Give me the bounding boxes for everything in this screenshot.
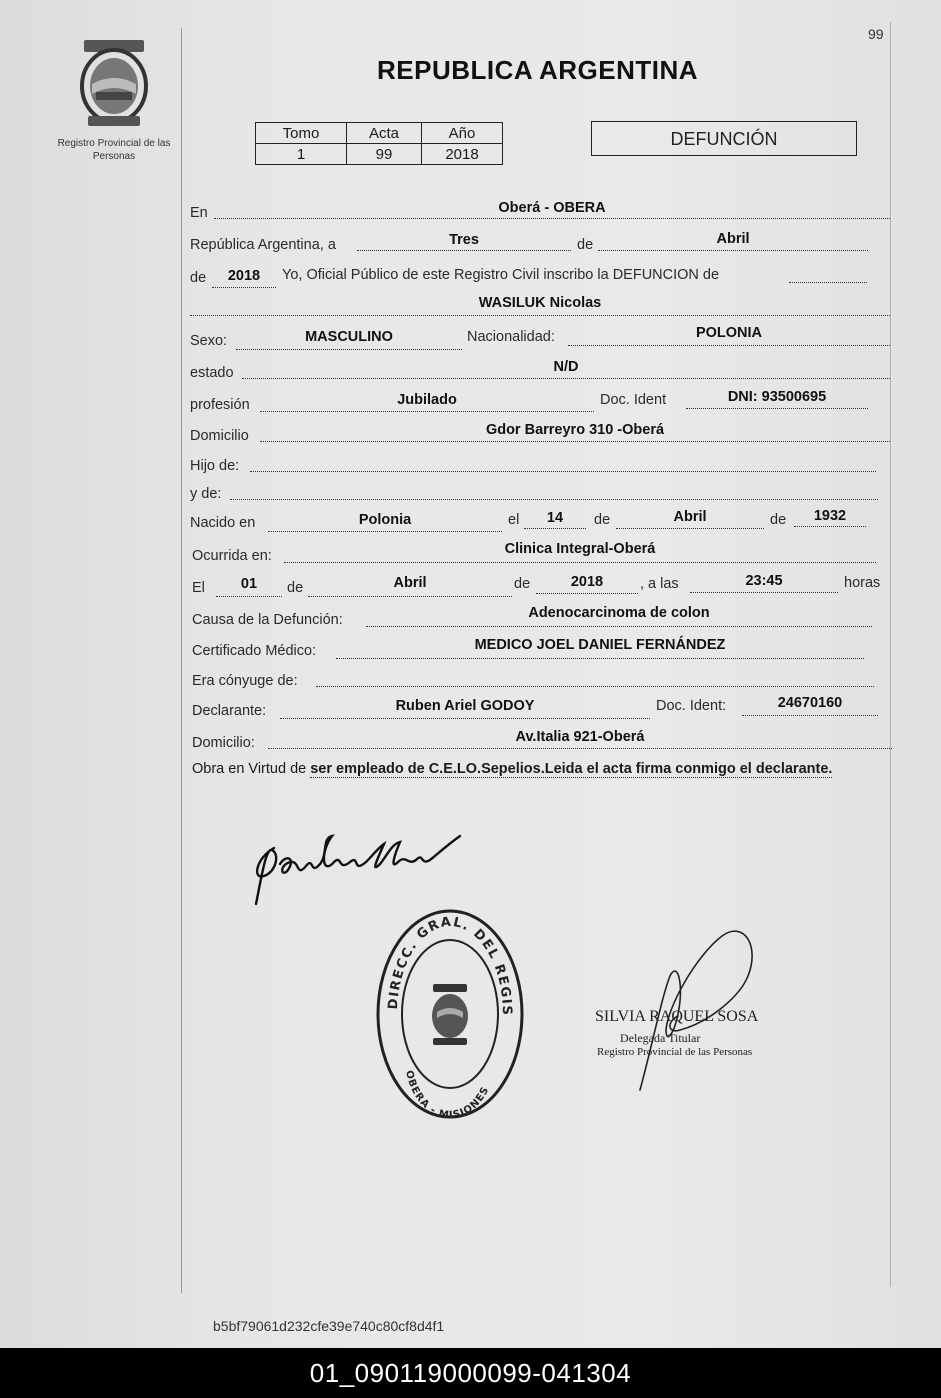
registry-value-tomo: 1 — [256, 144, 347, 165]
nac-mes-line — [616, 528, 764, 529]
yde-line — [230, 499, 878, 500]
en-label: En — [190, 205, 208, 221]
nacionalidad-line — [568, 345, 890, 346]
docident2-line — [742, 715, 878, 716]
seal-text-bottom: OBERA - MISIONES — [403, 1069, 492, 1120]
page-number: 99 — [868, 26, 884, 42]
estado-value: N/D — [553, 359, 579, 375]
document-type-box: DEFUNCIÓN — [591, 121, 857, 156]
de3-label: de — [594, 512, 611, 528]
en-value: Oberá - OBERA — [498, 200, 606, 216]
de2-label: de — [190, 270, 207, 286]
def-mes-line — [308, 596, 512, 597]
nacido-label: Nacido en — [190, 515, 256, 531]
mes-line — [598, 250, 868, 251]
causa-label: Causa de la Defunción: — [192, 612, 343, 628]
dia-value: Tres — [449, 232, 479, 248]
nacionalidad-label: Nacionalidad: — [467, 329, 555, 345]
yo-text: Yo, Oficial Público de este Registro Civil inscribo la DEFUNCION de — [282, 267, 720, 283]
nombre-value: WASILUK Nicolas — [478, 295, 602, 311]
official-role: Delegada Titular — [620, 1031, 701, 1045]
declarant-signature — [250, 818, 480, 918]
yo-line — [789, 282, 867, 283]
profesion-line — [260, 411, 594, 412]
official-org: Registro Provincial de las Personas — [597, 1046, 753, 1058]
declarante-value: Ruben Ariel GODOY — [395, 698, 535, 714]
dia-line — [357, 250, 571, 251]
left-margin-rule — [181, 28, 182, 1293]
declarante-line — [280, 718, 650, 719]
mes-value: Abril — [716, 231, 750, 247]
registry-header-acta: Acta — [347, 123, 422, 144]
nacido-line — [268, 531, 502, 532]
hijo-label: Hijo de: — [190, 458, 240, 474]
svg-text:OBERA - MISIONES — [403, 1069, 492, 1120]
nac-dia-line — [524, 528, 586, 529]
docident2-value: 24670160 — [777, 695, 843, 711]
sexo-line — [236, 349, 462, 350]
yde-label: y de: — [190, 486, 222, 502]
certificado-value: MEDICO JOEL DANIEL FERNÁNDEZ — [474, 637, 726, 653]
de5-label: de — [287, 580, 304, 596]
causa-value: Adenocarcinoma de colon — [528, 605, 710, 621]
nac-anio-line — [794, 526, 866, 527]
hora-value: 23:45 — [745, 573, 783, 589]
docident2-label: Doc. Ident: — [656, 698, 727, 714]
sexo-label: Sexo: — [190, 333, 228, 349]
logo-caption: Registro Provincial de las Personas — [57, 138, 171, 162]
def-mes-value: Abril — [393, 575, 427, 591]
right-margin-rule — [890, 22, 891, 1287]
en-line — [214, 218, 890, 219]
domicilio2-line — [268, 748, 892, 749]
def-anio-value: 2018 — [570, 574, 604, 590]
nacionalidad-value: POLONIA — [695, 325, 763, 341]
domicilio-line — [260, 441, 890, 442]
estado-line — [242, 378, 890, 379]
registry-header-anio: Año — [422, 123, 503, 144]
certificado-line — [336, 658, 864, 659]
ocurrida-label: Ocurrida en: — [192, 548, 272, 564]
de-label: de — [577, 237, 594, 253]
el2-label: El — [192, 580, 205, 596]
obra-paragraph — [192, 757, 892, 781]
def-anio-line — [536, 593, 638, 594]
el-label: el — [508, 512, 520, 528]
seal-emblem-icon — [432, 984, 468, 1045]
def-dia-line — [216, 596, 282, 597]
hijo-line — [250, 471, 876, 472]
registry-value-acta: 99 — [347, 144, 422, 165]
profesion-label: profesión — [190, 397, 250, 413]
republica-label: República Argentina, a — [190, 237, 336, 253]
declarante-label: Declarante: — [192, 703, 267, 719]
sexo-value: MASCULINO — [305, 329, 393, 345]
ocurrida-line — [284, 562, 876, 563]
obra-label: Obra en Virtud de — [192, 761, 307, 777]
conyuge-line — [316, 686, 874, 687]
docident-value: DNI: 93500695 — [727, 389, 827, 405]
domicilio2-label: Domicilio: — [192, 735, 255, 751]
profesion-value: Jubilado — [397, 392, 457, 408]
footer-code: 01_090119000099-041304 — [309, 1358, 632, 1388]
nombre-line — [190, 315, 890, 316]
province-logo-icon — [70, 36, 158, 130]
certificado-label: Certificado Médico: — [192, 643, 317, 659]
registry-value-anio: 2018 — [422, 144, 503, 165]
de6-label: de — [514, 576, 531, 592]
horas-label: horas — [844, 575, 881, 591]
domicilio-value: Gdor Barreyro 310 -Oberá — [485, 422, 665, 438]
conyuge-label: Era cónyuge de: — [192, 673, 298, 689]
hora-line — [690, 592, 838, 593]
obra-value: ser empleado de C.E.LO.Sepelios.Leida el acta firma conmigo el declarante. — [310, 761, 833, 777]
docident-line — [686, 408, 868, 409]
def-dia-value: 01 — [240, 576, 258, 592]
docident-label: Doc. Ident — [600, 392, 667, 408]
seal-text: DIRECC. GRAL. DEL REGIS — [385, 914, 515, 1017]
anio-line — [212, 287, 276, 288]
ocurrida-value: Clinica Integral-Oberá — [504, 541, 656, 557]
registry-table — [255, 122, 503, 165]
de4-label: de — [770, 512, 787, 528]
nac-dia-value: 14 — [546, 510, 564, 526]
anio-value: 2018 — [227, 268, 261, 284]
official-seal — [375, 908, 525, 1125]
estado-label: estado — [190, 365, 234, 381]
nacido-value: Polonia — [358, 512, 412, 528]
causa-line — [366, 626, 872, 627]
domicilio-label: Domicilio — [190, 428, 249, 444]
alas-label: , a las — [640, 576, 679, 592]
domicilio2-value: Av.Italia 921-Oberá — [515, 729, 645, 745]
page-title: REPUBLICA ARGENTINA — [376, 55, 699, 85]
registry-header-tomo: Tomo — [256, 123, 347, 144]
nac-mes-value: Abril — [673, 509, 707, 525]
official-name: SILVIA RAQUEL SOSA — [595, 1008, 759, 1025]
nac-anio-value: 1932 — [813, 508, 847, 524]
document-hash: b5bf79061d232cfe39e740c80cf8d4f1 — [213, 1318, 445, 1334]
